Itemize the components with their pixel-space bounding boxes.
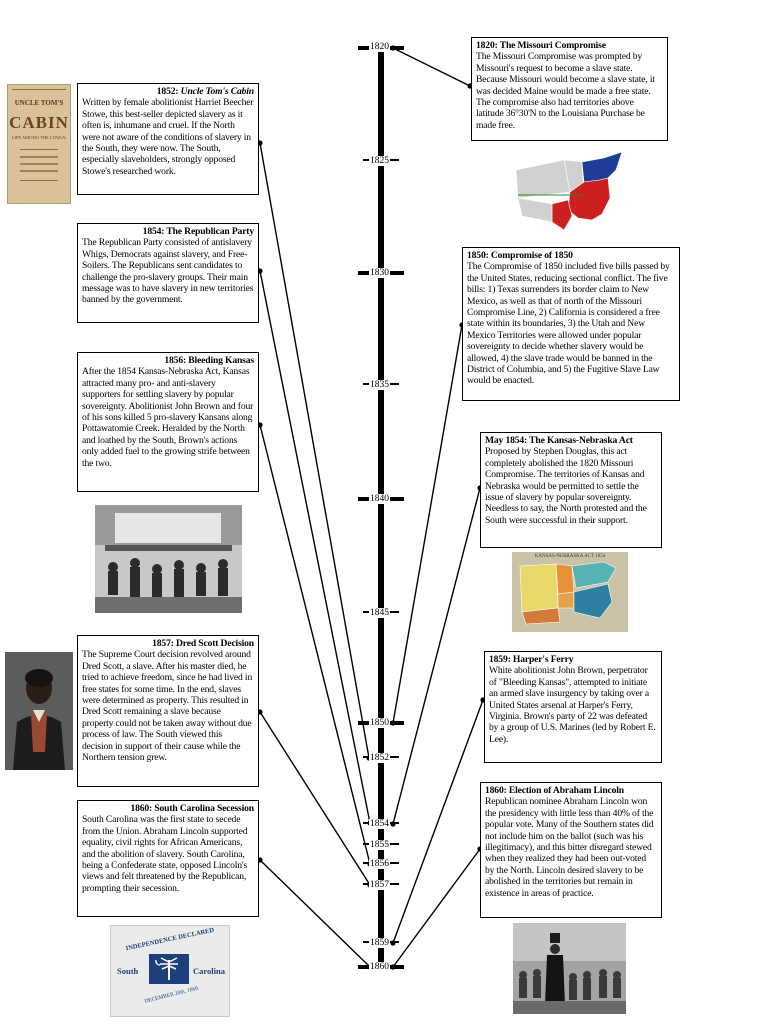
year-label-1825: 1825: [370, 156, 389, 166]
broadside-right-text: Carolina: [193, 966, 225, 976]
event-title: 1857: Dred Scott Decision: [152, 638, 254, 649]
south-carolina-broadside-image: [110, 925, 230, 1017]
event-title: 1854: The Republican Party: [142, 226, 254, 237]
connector-republican-party: [257, 268, 372, 825]
event-card-missouri-compromise: [471, 37, 668, 141]
broadside-left-text: South: [117, 966, 139, 976]
event-title: May 1854: The Kansas-Nebraska Act: [485, 435, 633, 446]
event-body: Written by female abolitionist Harriet Beecher Stowe, this best-seller depicted slavery as it often is, inhumane and cruel. If the North were not aware of the conditions of slavery in the South, they were now. The South, especially slaveholders, strongly opposed Stowe's researched work.: [82, 97, 254, 177]
broadside-date-text: DECEMBER 20th, 1860.: [143, 985, 201, 1005]
connector-bleeding-kansas: [257, 422, 372, 866]
uncle-toms-cabin-cover-image: [7, 84, 71, 204]
event-body: South Carolina was the first state to secede from the Union. Abraham Lincoln supported equality, civil rights for African Americans, and the abolition of slavery. South Carolina, being a Confederate state, opposed Lincoln's views and felt threatened by the Republican, prompting their secession.: [82, 814, 248, 894]
event-body: The Compromise of 1850 included five bills passed by the United States, reducing sectional conflict. The five bills: 1) Texas surrenders its border claim to New Mexico, as well as that of north of the Missouri Compromise Line, 2) California is considered a free state within its boundaries, 3) the Utah and New Mexico Territories were allowed under popular sovereignty to decide whether slavery would be allowed, 4) the slave trade would be banned in the District of Columbia, and 5) the Fugitive Slave Law would be enacted.: [467, 261, 670, 387]
event-connectors: [257, 45, 485, 969]
year-label-1859: 1859: [370, 938, 389, 948]
year-label-1857: 1857: [370, 880, 389, 890]
event-title: 1860: South Carolina Secession: [130, 803, 254, 814]
event-card-uncle-toms-cabin: [77, 83, 259, 195]
cover-title-line2: CABIN: [9, 113, 69, 132]
connector-sc-secession: [257, 857, 372, 969]
year-label-1852: 1852: [370, 753, 389, 763]
year-label-1835: 1835: [370, 380, 389, 390]
cover-title-line1: UNCLE TOM'S: [14, 99, 64, 107]
year-label-1845: 1845: [370, 608, 389, 618]
event-title: 1850: Compromise of 1850: [467, 250, 573, 261]
event-body: The Republican Party consisted of antislavery Whigs, Democrats against slavery, and Free-Soilers. The Republicans sent candidates to challenge the pro-slavery groups. Their main message was to have slavery in new territories banned by the government.: [82, 237, 254, 306]
timeline-axis: [378, 46, 384, 968]
event-title: 1860: Election of Abraham Lincoln: [485, 785, 624, 796]
connector-compromise-1850: [390, 322, 464, 725]
dred-scott-portrait-image: [5, 652, 73, 770]
lincoln-photo-image: [513, 923, 626, 1014]
event-card-bleeding-kansas: [77, 352, 259, 492]
palmetto-flag-icon: [149, 954, 189, 984]
broadside-top-text: INDEPENDENCE DECLARED: [125, 926, 215, 953]
event-card-republican-party: [77, 223, 259, 323]
event-title: 1852: Uncle Tom's Cabin: [156, 86, 254, 97]
event-body: Republican nominee Abraham Lincoln won the presidency with little less than 40% of the popular vote. Many of the Southern states did not include him on the ballot (such was his illegitimacy), and this bitter disregard stewed when they realized they had been out-voted by the North. Lincoln desired slavery to be abolished in the territories but remain in existence in areas of practice.: [485, 796, 654, 899]
event-card-kansas-nebraska: [480, 432, 662, 548]
year-label-1850: 1850: [370, 718, 389, 728]
year-label-1820: 1820: [370, 42, 389, 52]
kansas-nebraska-map-caption: KANSAS-NEBRASKA ACT 1854: [534, 554, 606, 559]
event-body: After the 1854 Kansas-Nebraska Act, Kansas attracted many pro- and anti-slavery supporters for settling slavery by popular sovereignty. Abolitionist John Brown and four of his sons killed 5 pro-slavery Kansans along Pottawatomie Creek. Heralded by the North and loathed by the South, Brown's actions only added fuel to the growing strife between the two.: [82, 366, 254, 469]
missouri-compromise-map-image: [512, 148, 628, 236]
connector-lincoln-election: [390, 846, 482, 969]
event-title: 1856: Bleeding Kansas: [164, 355, 254, 366]
year-label-1854: 1854: [370, 819, 389, 829]
event-card-harpers-ferry: [484, 651, 662, 763]
event-body: White abolitionist John Brown, perpetrator of "Bleeding Kansas", attempted to initiate an armed slave insurgency by taking over a United States arsenal at Harper's Ferry, Virginia. Brown's party of 22 was defeated by a group of U.S. Marines (led by Robert E. Lee).: [489, 665, 656, 745]
year-label-1860: 1860: [370, 962, 389, 972]
year-label-1830: 1830: [370, 268, 389, 278]
event-title: 1820: The Missouri Compromise: [476, 40, 606, 51]
event-card-compromise-1850: [462, 247, 680, 401]
event-card-sc-secession: [77, 800, 259, 917]
event-body: The Missouri Compromise was prompted by Missouri's request to become a slave state. Because Missouri would become a slave state, it was decided Maine would be made a free state. The compromise also had territories above latitude 36°30'N to the Louisiana Purchase be made free.: [476, 51, 655, 131]
connector-dred-scott: [257, 709, 372, 887]
event-body: Proposed by Stephen Douglas, this act completely abolished the 1820 Missouri Compromise. The territories of Kansas and Nebraska would be permitted to settle the issue of slavery by popular sovereignty. Needless to say, the North protested and the South were successful in their support.: [485, 446, 647, 526]
year-label-1856: 1856: [370, 859, 389, 869]
connector-missouri-compromise: [390, 45, 472, 88]
year-label-1855: 1855: [370, 840, 389, 850]
kansas-nebraska-map-image: [512, 552, 628, 632]
connector-harpers-ferry: [390, 697, 485, 945]
event-card-lincoln-election: [480, 782, 662, 918]
bleeding-kansas-engraving-image: [95, 505, 242, 613]
year-label-1840: 1840: [370, 494, 389, 504]
cover-subtitle: LIFE AMONG THE LOWLY.: [11, 135, 67, 140]
event-title: 1859: Harper's Ferry: [489, 654, 574, 665]
event-body: The Supreme Court decision revolved around Dred Scott, a slave. After his master died, he tried to achieve freedom, since he had lived in free states for some time. In the end, slaves were determined as property. This resulted in Dred Scott remaining a slave because property could not be taken away without due process of law. The South viewed this decision in support of their cause while the Northern tension grew.: [82, 649, 253, 764]
event-card-dred-scott: [77, 635, 259, 787]
connector-uncle-toms-cabin: [257, 140, 371, 760]
